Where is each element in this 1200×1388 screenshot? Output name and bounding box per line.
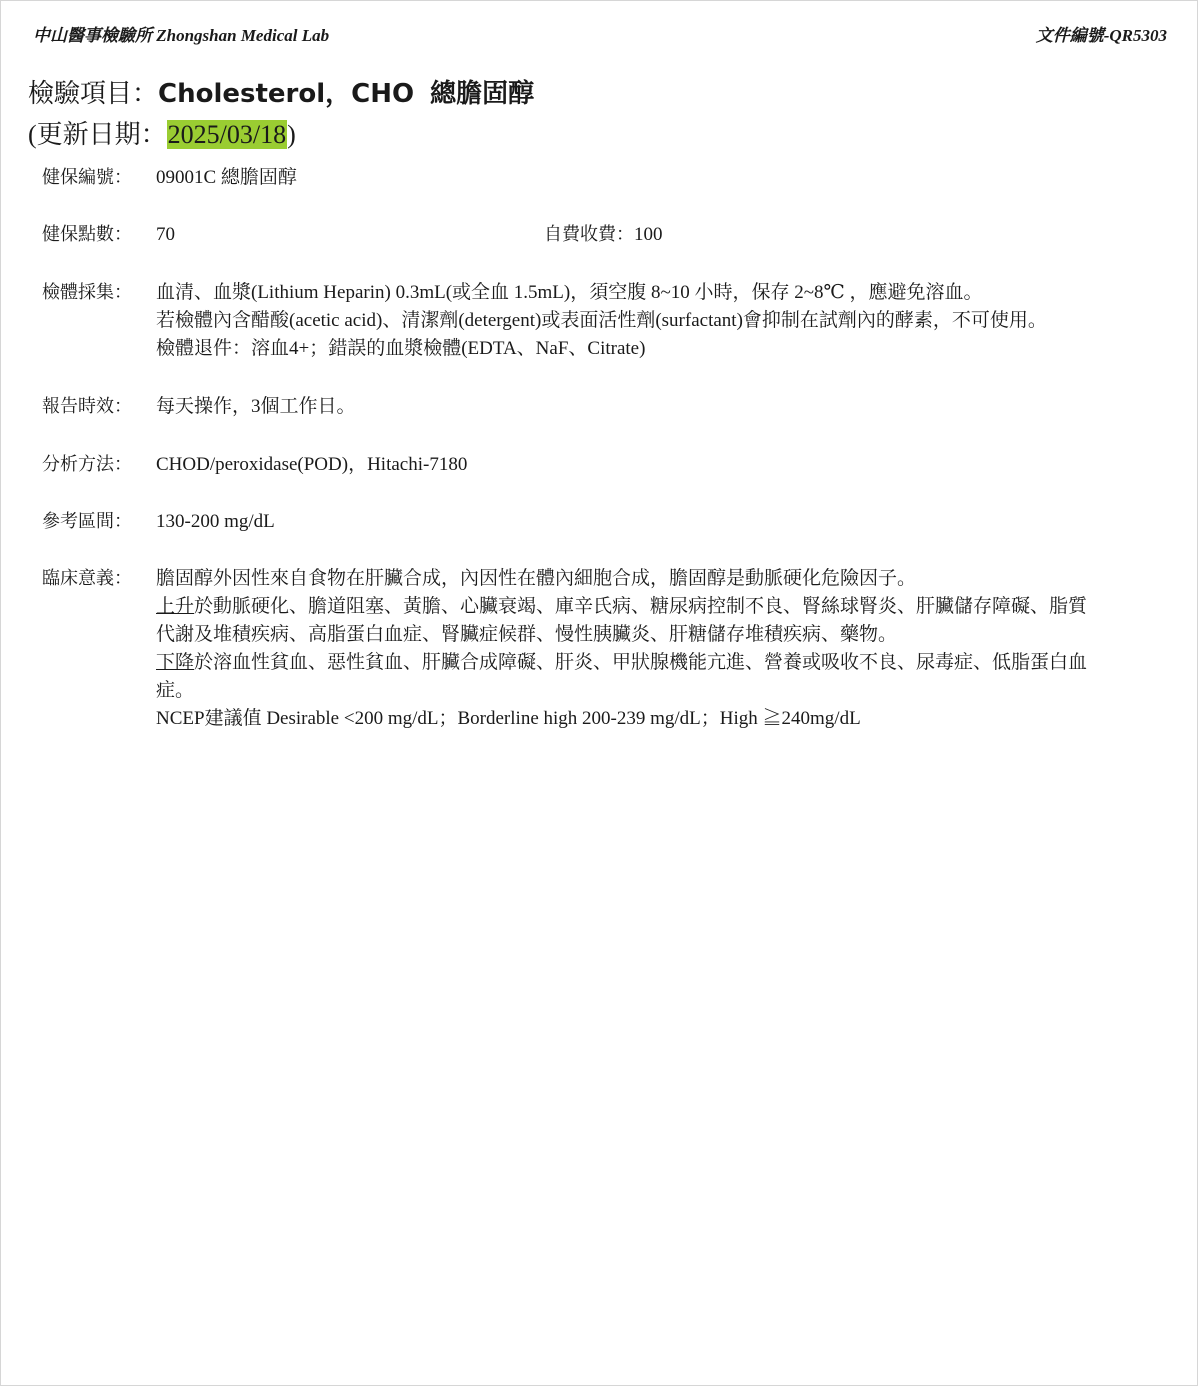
turnaround-label: 報告時效： xyxy=(42,396,132,417)
clinical-label: 臨床意義： xyxy=(42,568,132,589)
decrease-text: 於溶血性貧血、惡性貧血、肝臟合成障礙、肝炎、甲狀腺機能亢進、營養或吸收不良、尿毒症、低脂蛋白血 xyxy=(194,652,1088,673)
clinical-intro: 膽固醇外因性來自食物在肝臟合成，內因性在體內細胞合成，膽固醇是動脈硬化危險因子。 xyxy=(156,568,917,589)
clinical-decrease-line xyxy=(156,649,1186,677)
nhi-points-label: 健保點數： xyxy=(42,224,132,245)
increase-label: 上升 xyxy=(156,596,195,617)
test-name: Cholesterol，CHO xyxy=(158,79,415,109)
clinical-row xyxy=(42,565,1186,733)
nhi-code-label: 健保編號： xyxy=(42,167,132,188)
increase-text: 於動脈硬化、膽道阻塞、黃膽、心臟衰竭、庫辛氏病、糖尿病控制不良、腎絲球腎炎、肝臟儲存障礙、脂質 xyxy=(194,596,1088,617)
ncep-recommendation: NCEP建議值 Desirable <200 mg/dL；Borderline high 200-239 mg/dL；High ≧240mg/dL xyxy=(156,708,861,729)
specimen-row xyxy=(42,279,1186,363)
nhi-code-value: 09001C 總膽固醇 xyxy=(156,167,297,188)
nhi-points-row xyxy=(42,221,456,249)
decrease-label: 下降 xyxy=(156,652,195,673)
nhi-points-value: 70 xyxy=(156,224,175,245)
specimen-line: 檢體退件：溶血4+；錯誤的血漿檢體(EDTA、NaF、Citrate) xyxy=(156,338,646,359)
reference-value: 130-200 mg/dL xyxy=(156,511,275,532)
turnaround-value: 每天操作，3個工作日。 xyxy=(156,396,356,417)
clinical-decrease-line-2: 症。 xyxy=(156,680,195,701)
self-pay-value: 100 xyxy=(634,224,663,245)
method-label: 分析方法： xyxy=(42,454,132,475)
lab-name: 中山醫事檢驗所 Zhongshan Medical Lab xyxy=(33,26,330,45)
specimen-value xyxy=(156,279,1186,363)
update-date-highlight: 2025/03/18 xyxy=(167,120,287,149)
specimen-label: 檢體採集： xyxy=(42,282,132,303)
method-value: CHOD/peroxidase(POD)，Hitachi-7180 xyxy=(156,454,468,475)
title-label: 檢驗項目： xyxy=(28,79,159,109)
method-row xyxy=(42,451,1186,479)
update-prefix: (更新日期： xyxy=(28,120,167,149)
update-date-line xyxy=(28,114,296,151)
document-number: 文件編號-QR5303 xyxy=(1035,26,1167,45)
self-pay-label: 自費收費： xyxy=(544,224,634,245)
reference-row xyxy=(42,508,1186,536)
nhi-code-row xyxy=(42,164,1186,192)
self-pay-fee xyxy=(544,221,663,249)
specimen-line: 血清、血漿(Lithium Heparin) 0.3mL(或全血 1.5mL)，須空腹 8~10 小時，保存 2~8℃ ，應避免溶血。 xyxy=(156,282,983,303)
clinical-value xyxy=(156,565,1186,733)
update-suffix: ) xyxy=(287,120,296,149)
page-title xyxy=(28,73,534,110)
turnaround-row xyxy=(42,393,1186,421)
specimen-line: 若檢體內含醋酸(acetic acid)、清潔劑(detergent)或表面活性劑(surfactant)會抑制在試劑內的酵素，不可使用。 xyxy=(156,310,1047,331)
reference-label: 參考區間： xyxy=(42,511,132,532)
clinical-increase-line xyxy=(156,593,1186,621)
clinical-increase-line-2: 代謝及堆積疾病、高脂蛋白血症、腎臟症候群、慢性胰臟炎、肝糖儲存堆積疾病、藥物。 xyxy=(156,624,898,645)
test-name-chinese: 總膽固醇 xyxy=(430,79,535,109)
